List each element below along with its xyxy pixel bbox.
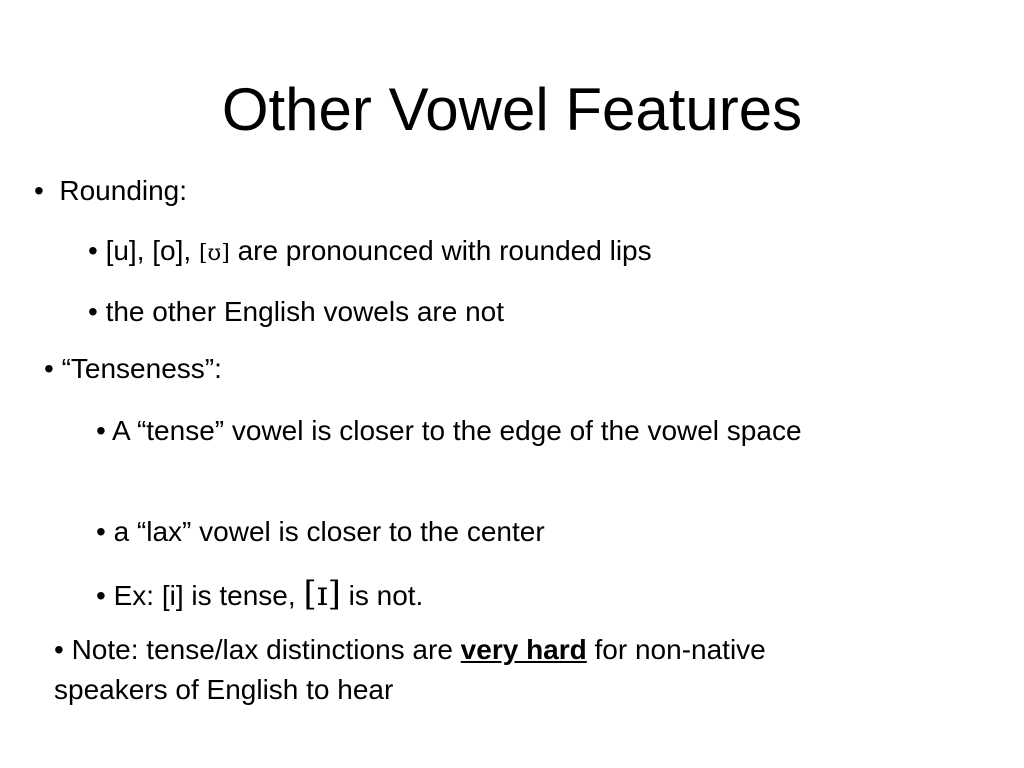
example-suffix: is not. <box>348 580 424 611</box>
bullet-rounding <box>34 171 187 211</box>
rounding-item1-suffix: are pronounced with rounded lips <box>237 235 652 266</box>
tenseness-heading: • “Tenseness”: <box>44 353 222 384</box>
tenseness-item-example <box>96 574 423 616</box>
rounding-item-rounded-lips <box>88 231 652 274</box>
tenseness-item-lax: • a “lax” vowel is closer to the center <box>96 516 545 547</box>
note-suffix: for non-native speakers of English to hear <box>54 634 766 705</box>
rounding-item-others: • the other English vowels are not <box>88 296 505 327</box>
ipa-upsilon: [ʊ] <box>198 241 230 266</box>
note-prefix: • Note: tense/lax distinctions are <box>54 634 453 665</box>
note-emphasis: very hard <box>460 634 587 665</box>
note-paragraph <box>54 630 854 710</box>
rounding-item1-prefix: • [u], [o], <box>88 235 192 266</box>
bullet-dot: • <box>34 175 60 206</box>
slide-title: Other Vowel Features <box>221 76 803 143</box>
rounding-heading: Rounding: <box>59 175 188 206</box>
example-prefix: • Ex: [i] is tense, <box>96 580 296 611</box>
tenseness-item-tense: • A “tense” vowel is closer to the edge of the vowel space <box>96 415 802 446</box>
ipa-small-cap-i: [ɪ] <box>303 574 341 614</box>
